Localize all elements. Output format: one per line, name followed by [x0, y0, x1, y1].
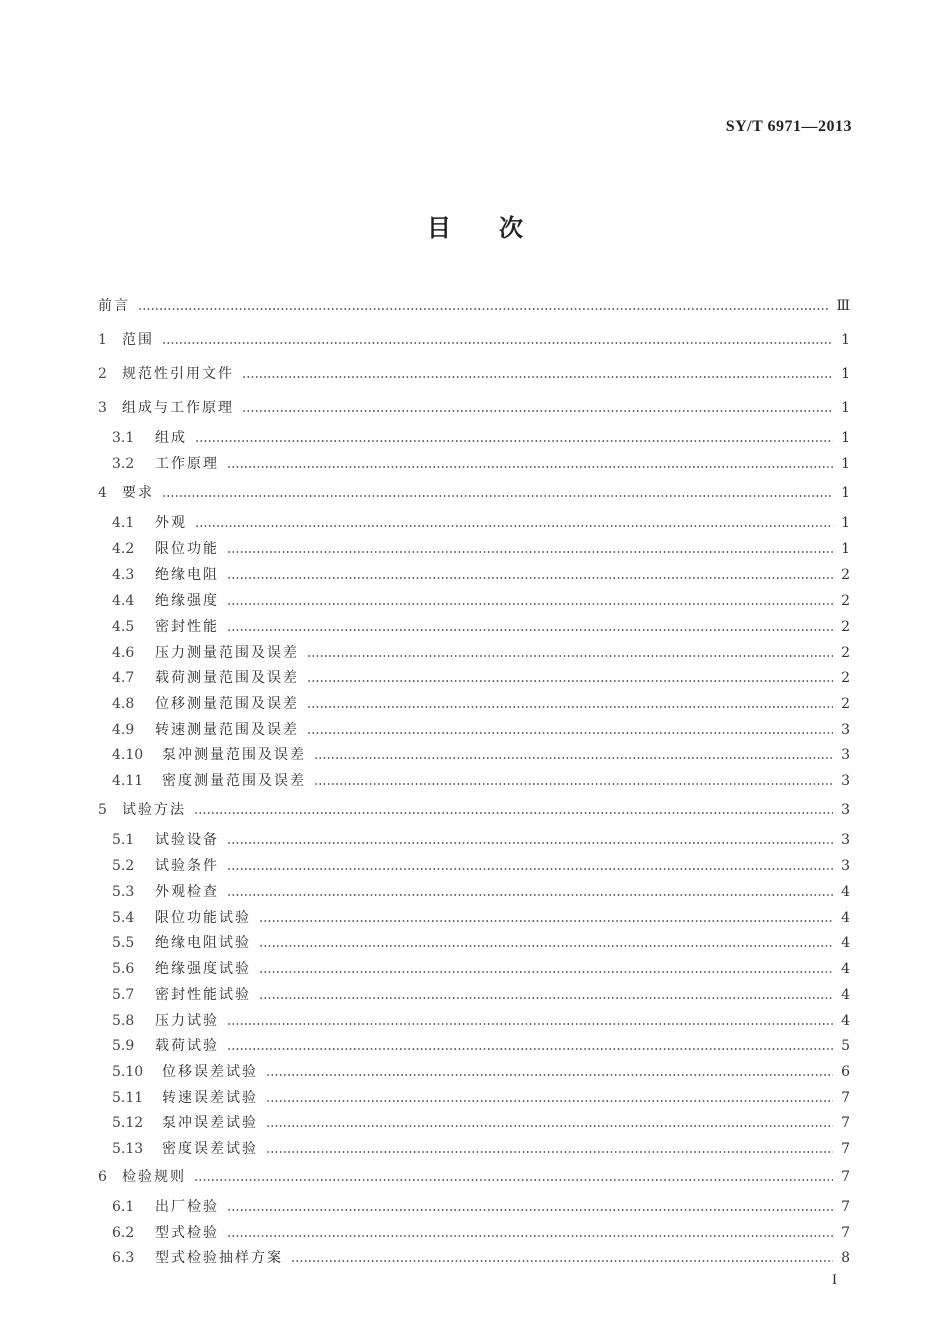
toc-entry-page: 7: [841, 1115, 850, 1131]
toc-dot-leader: [194, 1179, 833, 1181]
toc-entry[interactable]: [0, 1197, 950, 1217]
toc-entry-number: 4.4: [112, 593, 135, 609]
toc-entry-label: 泵冲测量范围及误差: [162, 747, 306, 763]
toc-entry-label: 转速测量范围及误差: [155, 722, 299, 738]
toc-entry[interactable]: [0, 330, 950, 350]
toc-entry-label: 出厂检验: [155, 1199, 219, 1215]
toc-entry-page: 2: [841, 696, 850, 712]
toc-entry-label: 绝缘强度: [155, 593, 219, 609]
toc-dot-leader: [266, 1074, 833, 1076]
toc-entry-number: 5.1: [112, 832, 135, 848]
toc-dot-leader: [227, 577, 833, 579]
toc-dot-leader: [266, 1125, 833, 1127]
toc-entry-page: 2: [841, 670, 850, 686]
toc-entry-page: 7: [841, 1225, 850, 1241]
toc-entry-label: 限位功能: [155, 541, 219, 557]
toc-entry-label: 绝缘强度试验: [155, 961, 251, 977]
toc-entry-number: 6: [98, 1169, 107, 1185]
toc-entry-number: 4.9: [112, 722, 135, 738]
toc-entry-number: 4.1: [112, 515, 135, 531]
toc-entry-label: 工作原理: [155, 456, 219, 472]
toc-entry-page: 1: [841, 400, 850, 416]
toc-entry-label: 检验规则: [122, 1169, 186, 1185]
toc-entry[interactable]: [0, 800, 950, 820]
toc-dot-leader: [291, 1260, 833, 1262]
toc-entry-page: 2: [841, 645, 850, 661]
toc-entry-page: 1: [841, 332, 850, 348]
toc-entry-page: 8: [841, 1250, 850, 1266]
toc-dot-leader: [307, 680, 833, 682]
toc-entry[interactable]: [0, 1223, 950, 1243]
toc-entry[interactable]: [0, 454, 950, 474]
toc-entry[interactable]: [0, 539, 950, 559]
page-number: I: [832, 1272, 837, 1288]
toc-entry-page: 4: [841, 987, 850, 1003]
toc-dot-leader: [266, 1100, 833, 1102]
toc-entry-label: 绝缘电阻试验: [155, 935, 251, 951]
toc-entry[interactable]: [0, 483, 950, 503]
toc-entry[interactable]: [0, 643, 950, 663]
toc-entry-number: 5.5: [112, 935, 135, 951]
toc-entry-page: 3: [841, 747, 850, 763]
toc-dot-leader: [162, 342, 833, 344]
toc-entry-number: 5.11: [112, 1090, 144, 1106]
toc-entry-page: 4: [841, 961, 850, 977]
standard-code: SY/T 6971—2013: [725, 118, 852, 135]
toc-entry[interactable]: [0, 985, 950, 1005]
toc-entry-number: 5.7: [112, 987, 135, 1003]
toc-entry[interactable]: [0, 398, 950, 418]
toc-entry-label: 转速误差试验: [162, 1090, 258, 1106]
toc-entry-page: 3: [841, 802, 850, 818]
toc-entry[interactable]: [0, 565, 950, 585]
toc-dot-leader: [227, 603, 833, 605]
toc-dot-leader: [227, 842, 833, 844]
toc-entry-label: 试验条件: [155, 858, 219, 874]
toc-dot-leader: [307, 732, 833, 734]
toc-entry-page: Ⅲ: [836, 298, 850, 314]
toc-entry-page: 5: [841, 1038, 850, 1054]
toc-entry-number: 3: [98, 400, 107, 416]
toc-entry-label: 密度测量范围及误差: [162, 773, 306, 789]
toc-entry-label: 压力测量范围及误差: [155, 645, 299, 661]
toc-entry[interactable]: [0, 1113, 950, 1133]
toc-dot-leader: [227, 466, 833, 468]
toc-entry[interactable]: [0, 882, 950, 902]
toc-entry-label: 试验方法: [122, 802, 186, 818]
toc-entry[interactable]: [0, 830, 950, 850]
toc-entry-label: 载荷测量范围及误差: [155, 670, 299, 686]
title-char-2: 次: [499, 214, 523, 242]
toc-entry-number: 3.2: [112, 456, 135, 472]
toc-entry-label: 试验设备: [155, 832, 219, 848]
toc-entry-number: 4.3: [112, 567, 135, 583]
toc-entry-label: 组成: [155, 430, 187, 446]
toc-entry-page: 2: [841, 567, 850, 583]
toc-entry[interactable]: [0, 745, 950, 765]
toc-entry-number: 4.5: [112, 619, 135, 635]
toc-entry-label: 密封性能: [155, 619, 219, 635]
toc-entry-number: 5.10: [112, 1064, 144, 1080]
toc-entry-page: 2: [841, 593, 850, 609]
toc-entry-label: 型式检验抽样方案: [155, 1250, 283, 1266]
toc-dot-leader: [259, 971, 833, 973]
toc-entry[interactable]: [0, 856, 950, 876]
toc-entry-number: 5: [98, 802, 107, 818]
toc-entry[interactable]: [0, 1139, 950, 1159]
toc-entry-page: 1: [841, 456, 850, 472]
toc-entry-number: 4.2: [112, 541, 135, 557]
toc-entry[interactable]: [0, 1036, 950, 1056]
toc-dot-leader: [314, 783, 833, 785]
toc-dot-leader: [259, 997, 833, 999]
toc-entry-number: 1: [98, 332, 107, 348]
toc-entry-number: 5.8: [112, 1013, 135, 1029]
toc-entry[interactable]: [0, 933, 950, 953]
toc-dot-leader: [242, 410, 833, 412]
toc-entry-label: 位移误差试验: [162, 1064, 258, 1080]
toc-dot-leader: [307, 655, 833, 657]
toc-entry-number: 5.12: [112, 1115, 144, 1131]
toc-entry-page: 4: [841, 910, 850, 926]
toc-entry-label: 密度误差试验: [162, 1141, 258, 1157]
toc-dot-leader: [266, 1151, 833, 1153]
toc-dot-leader: [194, 812, 833, 814]
toc-entry-page: 7: [841, 1169, 850, 1185]
toc-entry-label: 载荷试验: [155, 1038, 219, 1054]
toc-entry[interactable]: [0, 668, 950, 688]
toc-entry-page: 6: [841, 1064, 850, 1080]
toc-entry-label: 型式检验: [155, 1225, 219, 1241]
toc-entry-label: 前言: [98, 298, 130, 314]
toc-entry-page: 3: [841, 773, 850, 789]
toc-entry-number: 4.8: [112, 696, 135, 712]
toc-entry-label: 限位功能试验: [155, 910, 251, 926]
toc-dot-leader: [195, 525, 833, 527]
toc-entry-page: 3: [841, 722, 850, 738]
toc-entry-label: 密封性能试验: [155, 987, 251, 1003]
toc-entry[interactable]: [0, 1167, 950, 1187]
toc-dot-leader: [162, 495, 833, 497]
toc-entry-label: 绝缘电阻: [155, 567, 219, 583]
toc-entry-page: 7: [841, 1199, 850, 1215]
toc-dot-leader: [195, 440, 833, 442]
toc-entry-number: 6.3: [112, 1250, 135, 1266]
toc-entry[interactable]: [0, 959, 950, 979]
toc-entry[interactable]: [0, 1248, 950, 1268]
toc-entry[interactable]: [0, 617, 950, 637]
toc-entry-page: 4: [841, 935, 850, 951]
toc-dot-leader: [227, 629, 833, 631]
toc-entry-number: 6.1: [112, 1199, 135, 1215]
toc-entry-page: 1: [841, 541, 850, 557]
toc-entry-page: 7: [841, 1141, 850, 1157]
toc-entry-number: 5.4: [112, 910, 135, 926]
toc-entry-number: 4.7: [112, 670, 135, 686]
toc-entry-number: 5.9: [112, 1038, 135, 1054]
toc-entry-label: 压力试验: [155, 1013, 219, 1029]
toc-entry-page: 7: [841, 1090, 850, 1106]
toc-dot-leader: [227, 1209, 833, 1211]
toc-dot-leader: [314, 757, 833, 759]
toc-entry-page: 2: [841, 619, 850, 635]
toc-entry-page: 4: [841, 884, 850, 900]
toc-entry[interactable]: [0, 513, 950, 533]
title-char-1: 目: [427, 214, 451, 242]
toc-entry-label: 外观: [155, 515, 187, 531]
toc-entry-label: 组成与工作原理: [122, 400, 234, 416]
toc-entry-number: 5.6: [112, 961, 135, 977]
toc-dot-leader: [242, 376, 833, 378]
toc-entry[interactable]: [0, 771, 950, 791]
toc-entry-number: 5.3: [112, 884, 135, 900]
toc-entry-page: 3: [841, 832, 850, 848]
toc-entry-label: 要求: [122, 485, 154, 501]
toc-dot-leader: [259, 920, 833, 922]
toc-entry-page: 1: [841, 485, 850, 501]
toc-dot-leader: [307, 706, 833, 708]
toc-entry-label: 位移测量范围及误差: [155, 696, 299, 712]
toc-entry-number: 5.13: [112, 1141, 144, 1157]
toc-entry[interactable]: [0, 591, 950, 611]
toc-dot-leader: [227, 551, 833, 553]
toc-entry[interactable]: [0, 1088, 950, 1108]
toc-entry-number: 4.6: [112, 645, 135, 661]
toc-entry-page: 3: [841, 858, 850, 874]
toc-entry[interactable]: [0, 296, 950, 316]
toc-entry-label: 泵冲误差试验: [162, 1115, 258, 1131]
toc-entry[interactable]: [0, 1062, 950, 1082]
toc-dot-leader: [227, 894, 833, 896]
toc-dot-leader: [259, 945, 833, 947]
toc-entry[interactable]: [0, 908, 950, 928]
toc-entry-number: 4: [98, 485, 107, 501]
toc-entry-number: 4.10: [112, 747, 144, 763]
toc-entry-number: 3.1: [112, 430, 135, 446]
toc-dot-leader: [227, 1023, 833, 1025]
toc-entry-label: 范围: [122, 332, 154, 348]
toc-dot-leader: [138, 308, 828, 310]
toc-entry-number: 4.11: [112, 773, 144, 789]
toc-dot-leader: [227, 1048, 833, 1050]
toc-entry[interactable]: [0, 694, 950, 714]
toc-entry[interactable]: [0, 428, 950, 448]
toc-dot-leader: [227, 868, 833, 870]
toc-entry-page: 1: [841, 366, 850, 382]
toc-entry-page: 1: [841, 430, 850, 446]
toc-entry-number: 2: [98, 366, 107, 382]
toc-entry[interactable]: [0, 364, 950, 384]
toc-entry-label: 外观检查: [155, 884, 219, 900]
toc-entry-page: 1: [841, 515, 850, 531]
toc-entry[interactable]: [0, 1011, 950, 1031]
toc-entry-number: 5.2: [112, 858, 135, 874]
toc-entry-label: 规范性引用文件: [122, 366, 234, 382]
toc-entry[interactable]: [0, 720, 950, 740]
toc-entry-number: 6.2: [112, 1225, 135, 1241]
toc-entry-page: 4: [841, 1013, 850, 1029]
toc-dot-leader: [227, 1235, 833, 1237]
